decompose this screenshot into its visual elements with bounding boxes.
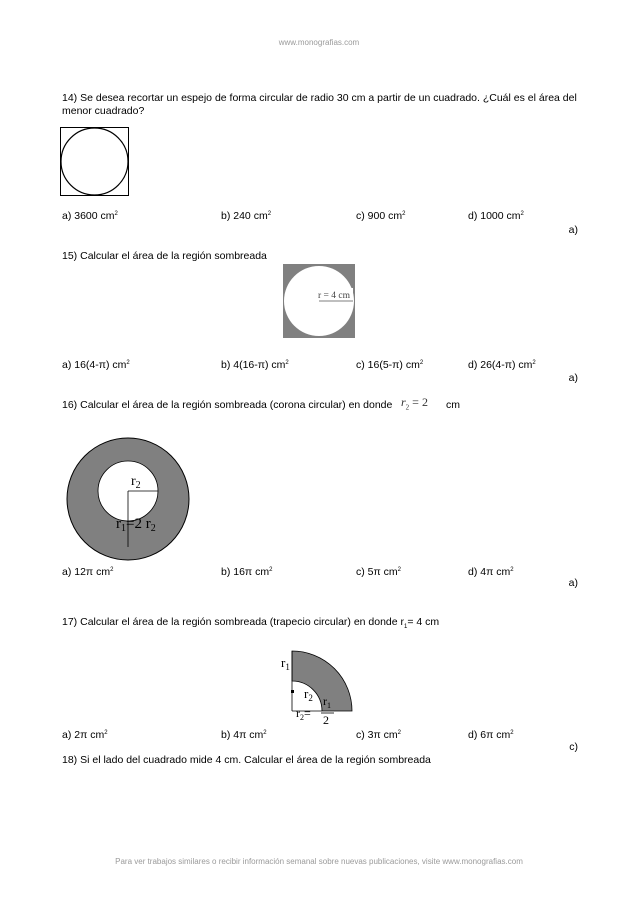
figure-17-frac-den: 2	[323, 713, 329, 724]
svg-text:r2: $r_2$	[304, 686, 313, 703]
question-17-number: 17)	[62, 616, 78, 628]
figure-17-r1-label: r	[281, 655, 286, 670]
q14-answer: a)	[568, 224, 578, 236]
svg-text:r1: $r_1$	[281, 655, 290, 672]
svg-text:r1=2 r2: $r_1=2$ $r_2$	[116, 516, 156, 534]
figure-16-annulus	[66, 437, 190, 561]
question-16-number: 16)	[62, 399, 78, 411]
question-16-unit: cm	[446, 399, 460, 411]
q17-answer: c)	[569, 741, 578, 753]
q16-answer: a)	[568, 577, 578, 589]
question-15-number: 15)	[62, 250, 78, 262]
figure-14-circle-in-square	[60, 127, 130, 197]
question-17-text: Calcular el área de la región sombreada (trapecio circular) en donde r	[80, 616, 405, 628]
figure-15-square-minus-circle	[283, 264, 355, 338]
question-16	[62, 399, 392, 412]
figure-17-r2-label: r	[304, 686, 309, 701]
figure-16-r2-label: r	[131, 474, 136, 489]
q17-option-c[interactable]: c) 3π $cm^2$	[356, 729, 402, 741]
question-18-number: 18)	[62, 754, 78, 766]
q16-option-c[interactable]: c) 5π $cm^2$	[356, 566, 402, 578]
q17-option-d[interactable]: d) 6π $cm^2$	[468, 729, 514, 741]
q16-option-a[interactable]: a) 12π $cm^2$	[62, 566, 114, 578]
figure-16-r1-label: r	[116, 516, 121, 532]
q17-option-a[interactable]: a) 2π $cm^2$	[62, 729, 108, 741]
q15-option-b[interactable]: b) 4(16-π) $cm^2$	[221, 359, 289, 371]
q15-option-c[interactable]: c) 16(5-π) $cm^2$	[356, 359, 424, 371]
q15-option-d[interactable]: d) 26(4-π) $cm^2$	[468, 359, 536, 371]
question-18-text: Si el lado del cuadrado mide 4 cm. Calcular el área de la región sombreada	[80, 754, 431, 766]
q14-option-c[interactable]: c) 900 $cm^2$	[356, 210, 406, 222]
figure-15-radius-label: r = 4 cm	[318, 291, 351, 301]
q16-option-d[interactable]: d) 4π $cm^2$	[468, 566, 514, 578]
q14-option-d[interactable]: d) 1000 $cm^2$	[468, 210, 524, 222]
question-14	[62, 92, 582, 118]
q15-option-a[interactable]: a) 16(4-π) $cm^2$	[62, 359, 130, 371]
figure-17-formula-lhs: r	[296, 706, 300, 720]
question-18	[62, 754, 431, 767]
question-16-formula: $r_2 = 2$	[401, 395, 428, 412]
figure-17-frac-num: r	[323, 694, 327, 708]
question-15-text: Calcular el área de la región sombreada	[80, 250, 267, 262]
svg-text:r2: $r_2$	[131, 474, 141, 491]
q14-option-b[interactable]: b) 240 $cm^2$	[221, 210, 272, 222]
page-header: www.monografias.com	[278, 38, 360, 47]
q15-answer: a)	[568, 372, 578, 384]
q16-option-b[interactable]: b) 16π $cm^2$	[221, 566, 273, 578]
svg-text:r1: $r_1$	[323, 694, 331, 710]
q14-option-a[interactable]: a) 3600 $cm^2$	[62, 210, 118, 222]
question-14-text: Se desea recortar un espejo de forma circular de radio 30 cm a partir de un cuadrado. ¿Cuál es el área del menor cuadrado?	[62, 92, 577, 117]
question-14-number: 14)	[62, 92, 78, 104]
q17-option-b[interactable]: b) 4π $cm^2$	[221, 729, 267, 741]
figure-17-circular-trapezoid	[280, 640, 360, 724]
svg-text:r2=: $r_2=$	[296, 706, 311, 722]
question-17: 17) Calcular el área de la región sombreada (trapecio circular) en donde $r_1= 4$ cm	[62, 616, 440, 631]
question-15	[62, 250, 267, 263]
question-16-text: Calcular el área de la región sombreada (corona circular) en donde	[80, 399, 393, 411]
page-footer: Para ver trabajos similares o recibir información semanal sobre nuevas publicaciones, visite www.monografias.com	[115, 857, 523, 866]
